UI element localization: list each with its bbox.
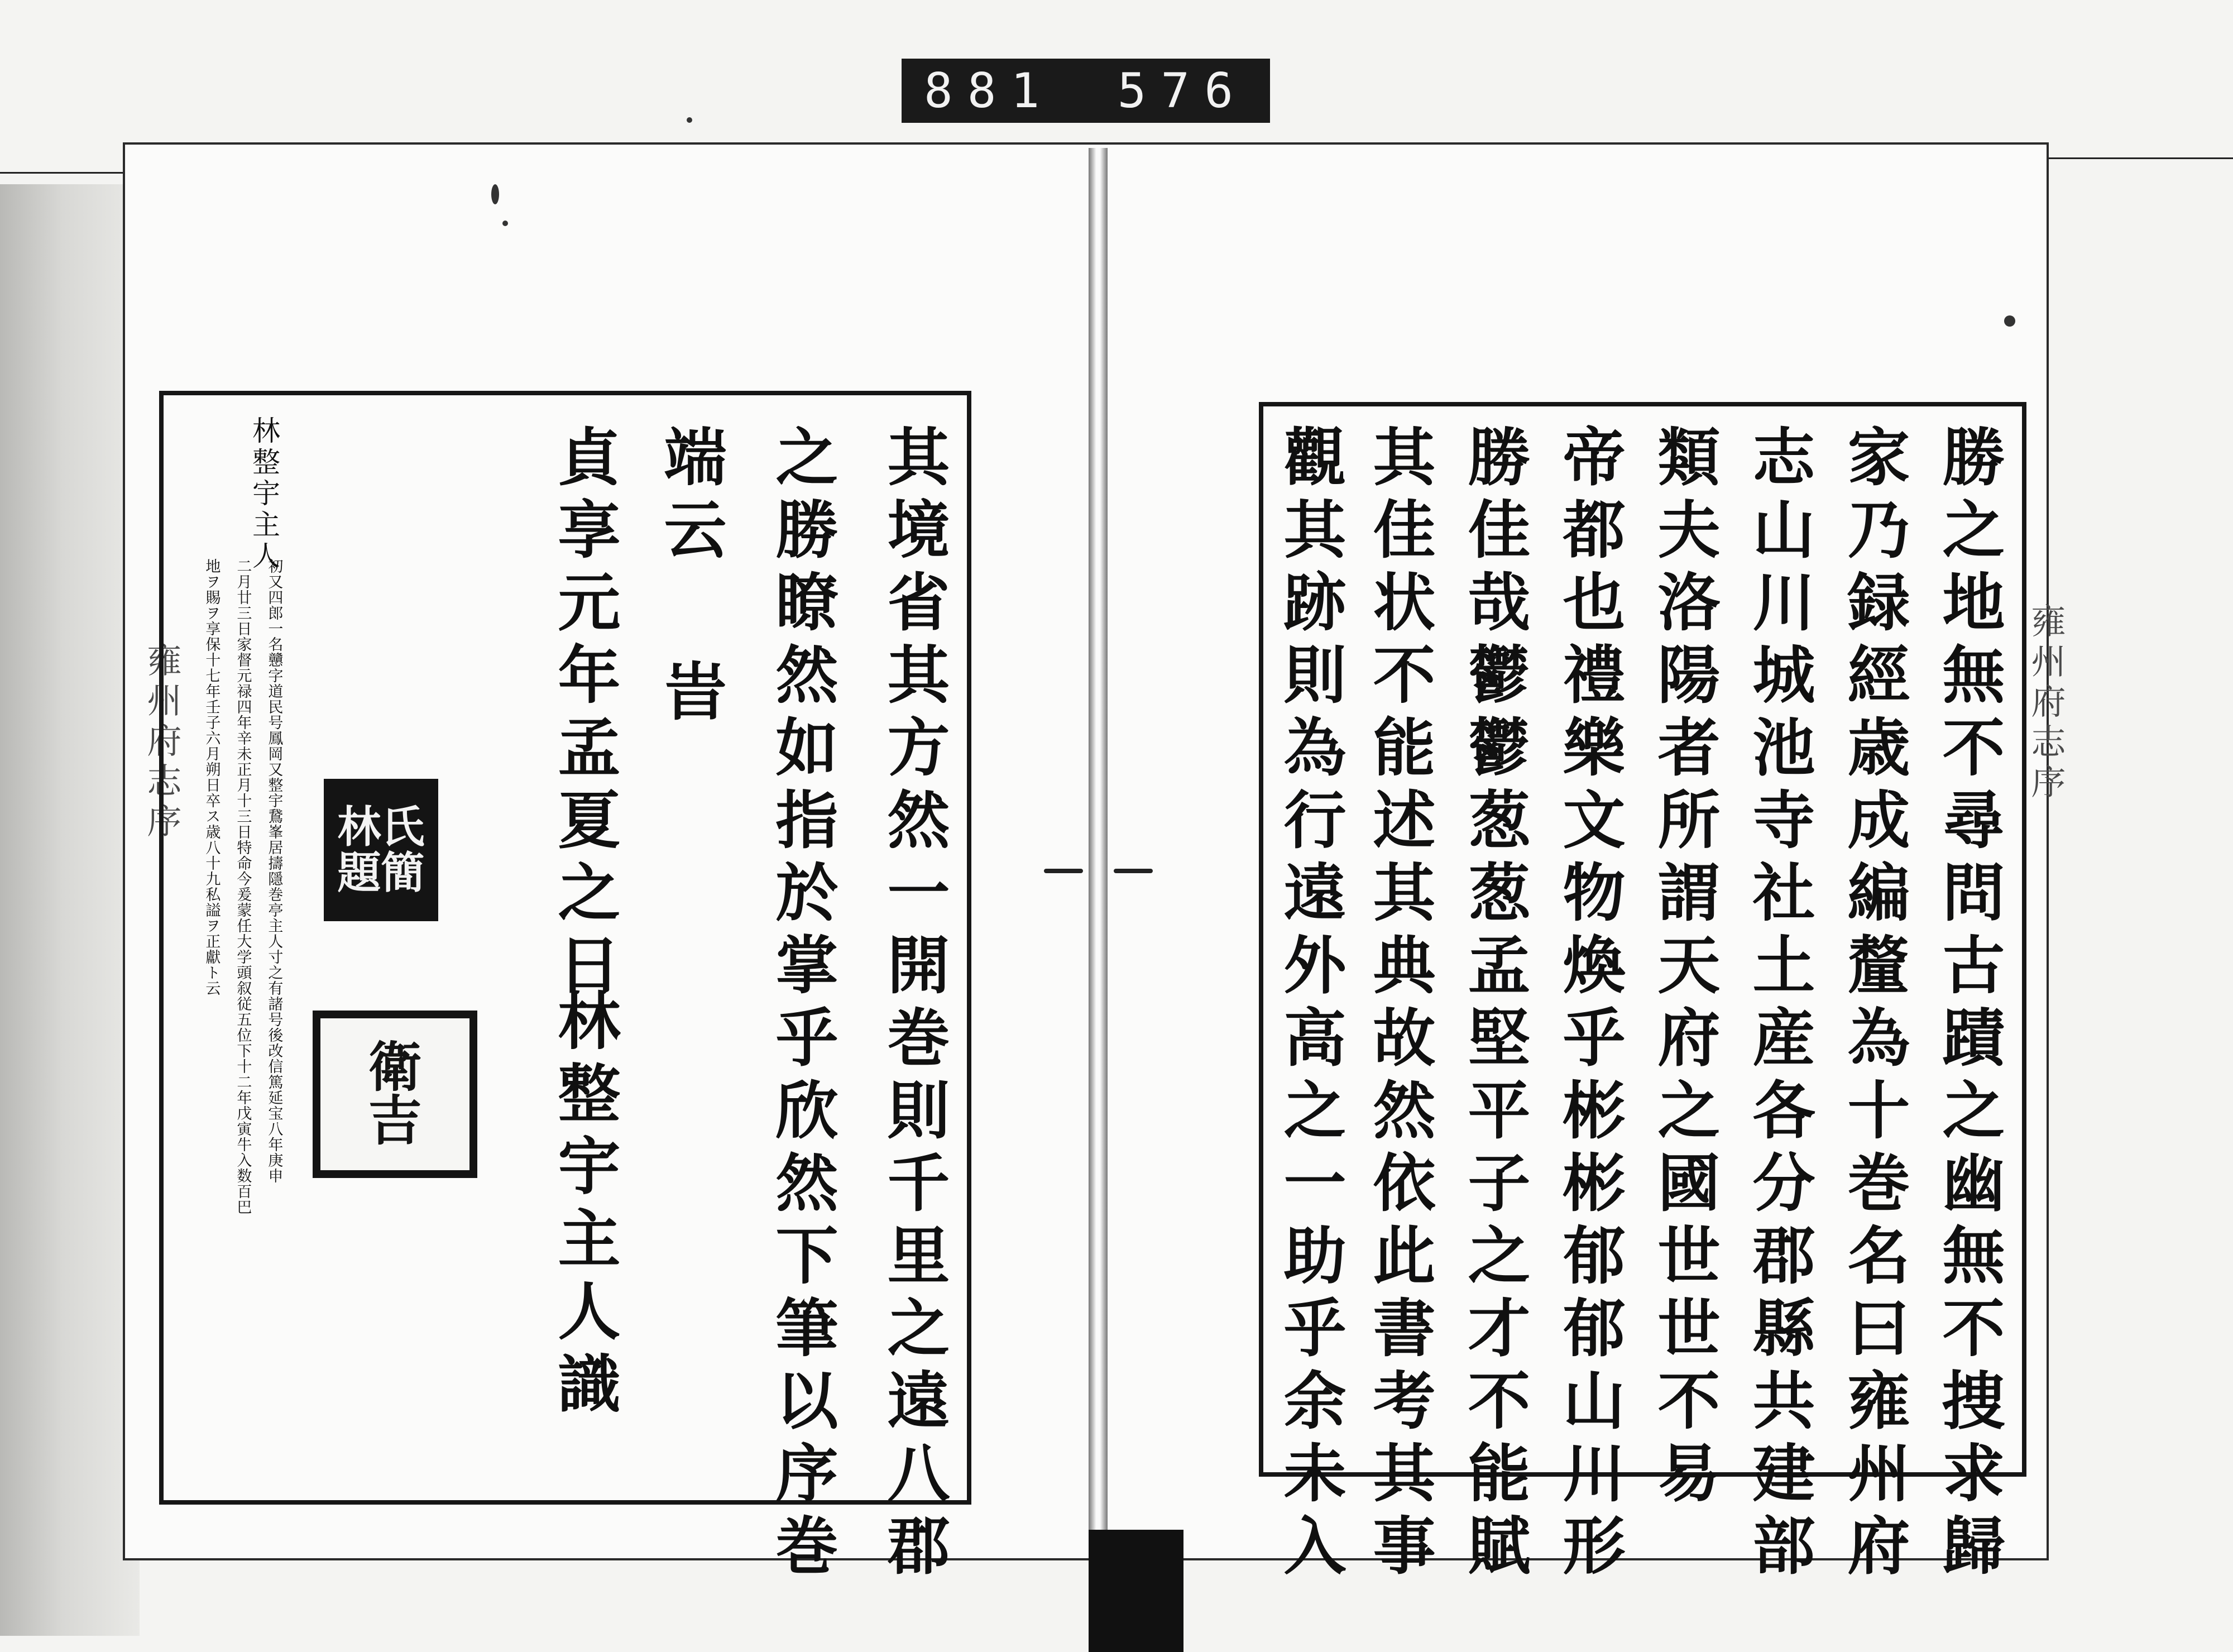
- left-col-6: 林整宇主人識: [548, 988, 621, 1424]
- gutter-shadow-block: [1089, 1530, 1183, 1652]
- scan-speck: [2004, 315, 2015, 327]
- bio-note-line-3: 地ヲ賜ヲ享保十七年壬子六月朔日卒ス歳八十九私謚ヲ正獻ト云: [203, 558, 221, 996]
- left-col-1: 其境省其方然一開巻則千里之遠八郡: [877, 424, 950, 1586]
- seal-lower: 衛 吉: [313, 1011, 477, 1178]
- left-col-5: 貞享元年孟夏之日: [548, 424, 621, 1005]
- binding-mark-right: [1114, 869, 1153, 873]
- author-caption: 林整宇主人: [248, 416, 280, 572]
- right-col-3: 志山川城池寺社土産各分郡縣共建部: [1742, 424, 1815, 1586]
- scan-rule-left: [0, 172, 134, 174]
- binding-mark-left: [1044, 869, 1083, 873]
- right-col-2: 家乃録經歳成編釐為十巻名曰雍州府: [1837, 424, 1910, 1586]
- scan-speck: [687, 117, 692, 123]
- right-col-1: 勝之地無不尋問古蹟之幽無不捜求歸: [1932, 424, 2005, 1586]
- left-margin-title: 雍州府志序: [141, 642, 182, 843]
- right-col-4: 類夫洛陽者所謂天府之國世世不易: [1647, 424, 1721, 1513]
- archive-number-left: 881: [924, 63, 1055, 119]
- scan-shadow: [0, 184, 140, 1636]
- right-col-8: 觀其跡則為行遠外高之一助乎余未入: [1273, 424, 1346, 1586]
- right-col-6: 勝佳哉鬱鬱葱葱孟堅平子之才不能賦: [1458, 424, 1531, 1586]
- scan-rule-right: [2038, 157, 2233, 159]
- right-col-7: 其佳状不能述其典故然依此書考其事: [1363, 424, 1436, 1586]
- left-col-4: 旹: [654, 659, 727, 731]
- archive-number-right: 576: [1117, 63, 1248, 119]
- left-col-2: 之勝瞭然如指於掌乎欣然下筆以序巻: [765, 424, 838, 1586]
- bio-note-line-1: 初又四郎一名戇字道民号鳳岡又整宇鵞峯居擣隱巻亭主人寸之有諸号後改信篤延宝八年庚申: [265, 558, 283, 1184]
- right-col-5: 帝都也禮樂文物煥乎彬彬郁郁山川形: [1552, 424, 1626, 1586]
- right-margin-title: 雍州府志序: [2025, 603, 2066, 804]
- scan-speck: [502, 221, 508, 226]
- seal-upper: 林氏 題簡: [324, 779, 438, 921]
- left-col-3: 端云: [654, 424, 727, 569]
- scan-speck: [491, 184, 499, 204]
- bio-note-line-2: 二月廿三日家督元禄四年辛未正月十三日特命今爰蒙任大学頭叙従五位下十二年戊寅牛入数百巴: [234, 558, 252, 1215]
- book-gutter: [1089, 148, 1108, 1600]
- archive-call-number: [902, 59, 1270, 123]
